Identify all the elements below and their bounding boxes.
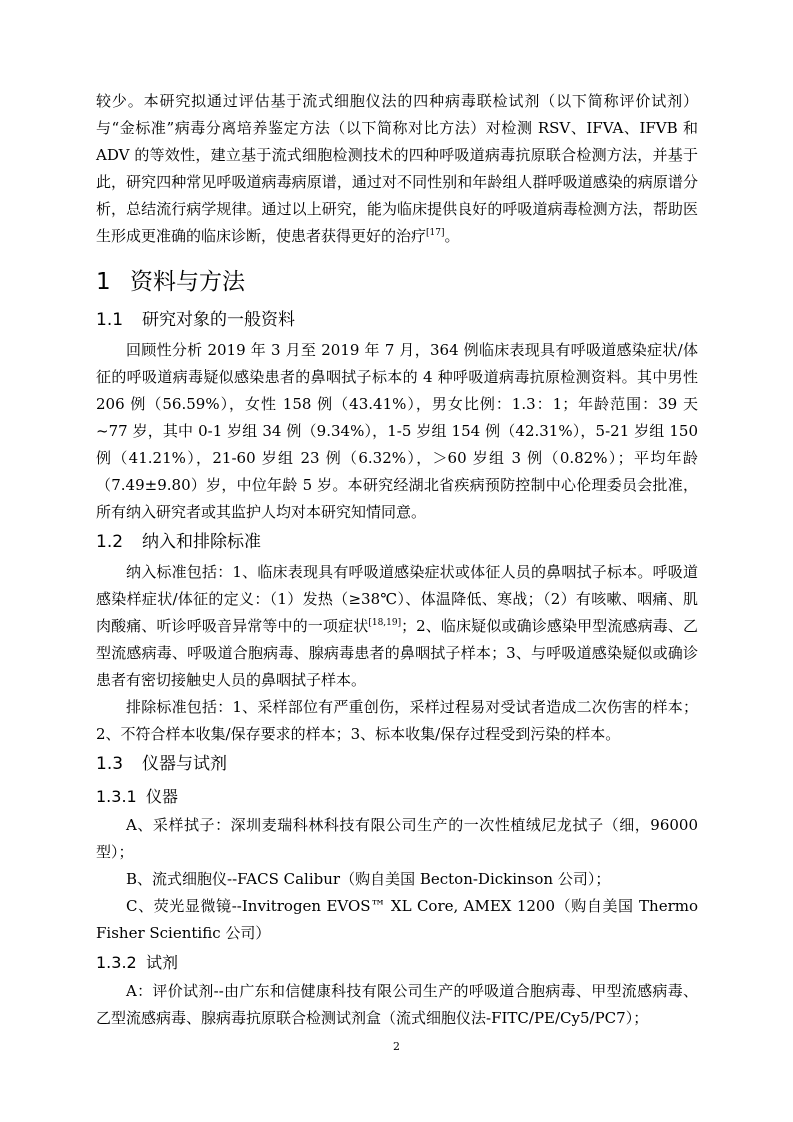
- section-number: 1: [96, 269, 111, 295]
- instrument-item: A、采样拭子：深圳麦瑞科林科技有限公司生产的一次性植绒尼龙拭子（细，96000 型）；: [96, 816, 698, 861]
- subsection-number: 1.1: [96, 310, 124, 330]
- instrument-item: C、荧光显微镜--Invitrogen EVOS™ XL Core, AMEX 1200（购自美国 Thermo Fisher Scientific 公司）: [96, 897, 698, 942]
- subsection-heading-1-2: [96, 526, 698, 559]
- section-title: 资料与方法: [130, 269, 245, 295]
- citation: [17]: [426, 228, 445, 238]
- paragraph-inclusion-criteria: [96, 559, 698, 694]
- intro-paragraph: [96, 88, 698, 250]
- intro-end: 。: [444, 227, 460, 245]
- page-body: [96, 88, 698, 1032]
- subsubsection-title: 试剂: [146, 953, 179, 972]
- section-heading-1: [96, 262, 698, 302]
- subsection-title: 纳入和排除标准: [142, 532, 261, 552]
- subsection-heading-1-3: [96, 748, 698, 781]
- intro-text: 较少。本研究拟通过评估基于流式细胞仪法的四种病毒联检试剂（以下简称评价试剂）与“金标准”病毒分离培养鉴定方法（以下简称对比方法）对检测 RSV、IFVA、IFVB 和 ADV 的等效性，建立基于流式细胞检测技术的四种呼吸道病毒抗原联合检测方法，并基于此，研究四种常见呼吸道病毒病原谱，通过对不同性别和年龄组人群呼吸道感染的病原谱分析，总结流行病学规律。通过以上研究，能为临床提供良好的呼吸道病毒检测方法，帮助医生形成更准确的临床诊断，使患者获得更好的治疗: [96, 92, 698, 245]
- paragraph-study-subjects: 回顾性分析 2019 年 3 月至 2019 年 7 月，364 例临床表现具有呼吸道感染症状/体征的呼吸道病毒疑似感染患者的鼻咽拭子标本的 4 种呼吸道病毒抗原检测资料。其中男性 206 例（56.59%），女性 158 例（43.41%），男女比例：1.3：1；年龄范围：39 天~77 岁，其中 0-1 岁组 34 例（9.34%），1-5 岁组 154 例（42.31%），5-21 岁组 150 例（41.21%），21-60 岁组 23 例（6.32%），＞60 岁组 3 例（0.82%）；平均年龄（7.49±9.80）岁，中位年龄 5 岁。本研究经湖北省疾病预防控制中心伦理委员会批准，所有纳入研究者或其监护人均对本研究知情同意。: [96, 341, 698, 521]
- subsubsection-heading-1-3-1: [96, 781, 698, 812]
- subsubsection-heading-1-3-2: [96, 947, 698, 978]
- subsection-title: 仪器与试剂: [142, 754, 227, 774]
- subsubsection-number: 1.3.2: [96, 953, 137, 972]
- subsection-number: 1.2: [96, 532, 124, 552]
- page-number: 2: [393, 1040, 400, 1053]
- reagent-item: A：评价试剂--由广东和信健康科技有限公司生产的呼吸道合胞病毒、甲型流感病毒、乙型流感病毒、腺病毒抗原联合检测试剂盒（流式细胞仪法-FITC/PE/Cy5/PC7）；: [96, 982, 698, 1027]
- inclusion-text-a: 纳入标准包括：1、临床表现具有呼吸道感染症状或体征人员的鼻咽拭子标本。呼吸道感染样症状/体征的定义：（1）发热（≥38℃）、体温降低、寒战；（2）有咳嗽、咽痛、肌肉酸痛、听诊呼吸音异常等中的一项症状: [96, 563, 698, 635]
- subsubsection-title: 仪器: [146, 787, 179, 806]
- subsubsection-number: 1.3.1: [96, 787, 137, 806]
- subsection-title: 研究对象的一般资料: [142, 310, 295, 330]
- paragraph-exclusion-criteria: 排除标准包括：1、采样部位有严重创伤，采样过程易对受试者造成二次伤害的样本；2、不符合样本收集/保存要求的样本；3、标本收集/保存过程受到污染的样本。: [96, 698, 698, 743]
- citation: [18,19]: [368, 618, 402, 628]
- subsection-heading-1-1: [96, 304, 698, 337]
- inclusion-text-b: ；2、临床疑似或确诊感染甲型流感病毒、乙型流感病毒、呼吸道合胞病毒、腺病毒患者的鼻咽拭子样本；3、与呼吸道感染疑似或确诊患者有密切接触史人员的鼻咽拭子样本。: [96, 617, 698, 689]
- subsection-number: 1.3: [96, 754, 124, 774]
- instrument-item: B、流式细胞仪--FACS Calibur（购自美国 Becton-Dickinson 公司）；: [126, 870, 611, 888]
